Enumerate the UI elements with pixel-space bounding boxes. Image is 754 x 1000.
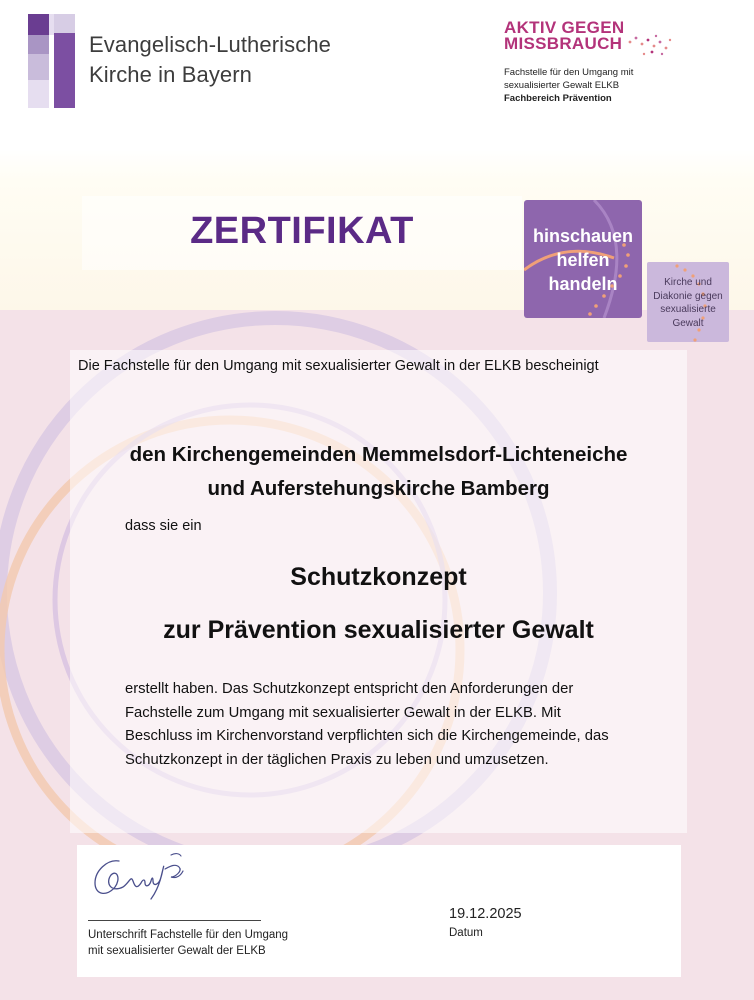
paragraph-line: Beschluss im Kirchenvorstand verpflichten sich die Kirchengemeinde, das	[125, 728, 609, 744]
campaign-subtitle-line: Fachstelle für den Umgang mit	[504, 67, 634, 78]
secondary-badge-line: Gewalt	[672, 317, 704, 329]
concept-title-line: zur Prävention sexualisierter Gewalt	[163, 616, 594, 644]
connector-text: dass sie ein	[125, 518, 202, 534]
campaign-badge-text	[524, 224, 642, 296]
recipient-line: den Kirchengemeinden Memmelsdorf-Lichteneiche	[129, 443, 628, 466]
campaign-subtitle-line: sexualisierter Gewalt ELKB	[504, 80, 620, 91]
campaign-badge-line: handeln	[548, 274, 618, 294]
paragraph-line: Schutzkonzept in der täglichen Praxis zu leben und umzusetzen.	[125, 751, 549, 768]
certificate-paragraph	[125, 678, 685, 772]
date-value: 19.12.2025	[449, 906, 522, 922]
secondary-badge	[647, 262, 729, 342]
certificate-title: ZERTIFIKAT	[190, 210, 414, 252]
church-name	[89, 30, 331, 90]
recipient	[70, 438, 687, 506]
elkb-logo	[28, 14, 75, 108]
concept-title	[70, 551, 687, 657]
concept-title-line: Schutzkonzept	[290, 563, 467, 591]
paragraph-line: erstellt haben. Das Schutzkonzept entspricht den Anforderungen der	[125, 681, 574, 697]
campaign-badge-line: hinschauen	[532, 226, 634, 246]
secondary-badge-line: Diakonie gegen	[653, 290, 723, 302]
handwritten-signature	[89, 847, 189, 907]
secondary-badge-line: sexualisierte	[660, 304, 716, 315]
title-box	[82, 196, 522, 270]
campaign-badge	[524, 200, 642, 318]
secondary-badge-line: Kirche und	[664, 277, 712, 288]
campaign-badge-line: helfen	[556, 250, 610, 270]
signature-label-line: mit sexualisierter Gewalt der ELKB	[88, 945, 266, 957]
intro-text: Die Fachstelle für den Umgang mit sexualisierter Gewalt in der ELKB bescheinigt	[78, 358, 599, 374]
signature-panel	[77, 845, 681, 977]
campaign-title-line: MISSBRAUCH	[504, 34, 623, 53]
campaign-logo	[504, 20, 704, 105]
signature-label	[88, 927, 288, 959]
church-name-line: Kirche in Bayern	[89, 62, 253, 87]
campaign-subtitle	[504, 66, 704, 105]
campaign-title	[504, 20, 704, 52]
campaign-department: Fachbereich Prävention	[504, 93, 612, 104]
dots-ornament-icon	[624, 32, 674, 60]
signature-line	[88, 920, 261, 921]
date-label: Datum	[449, 927, 483, 939]
recipient-line: und Auferstehungskirche Bamberg	[207, 477, 550, 500]
paragraph-line: Fachstelle zum Umgang mit sexualisierter Gewalt in der ELKB. Mit	[125, 704, 561, 721]
secondary-badge-text	[647, 276, 729, 330]
signature-label-line: Unterschrift Fachstelle für den Umgang	[88, 929, 289, 941]
campaign-title-line: AKTIV GEGEN	[504, 18, 625, 37]
certificate-body	[70, 350, 687, 833]
church-name-line: Evangelisch-Lutherische	[89, 32, 331, 57]
